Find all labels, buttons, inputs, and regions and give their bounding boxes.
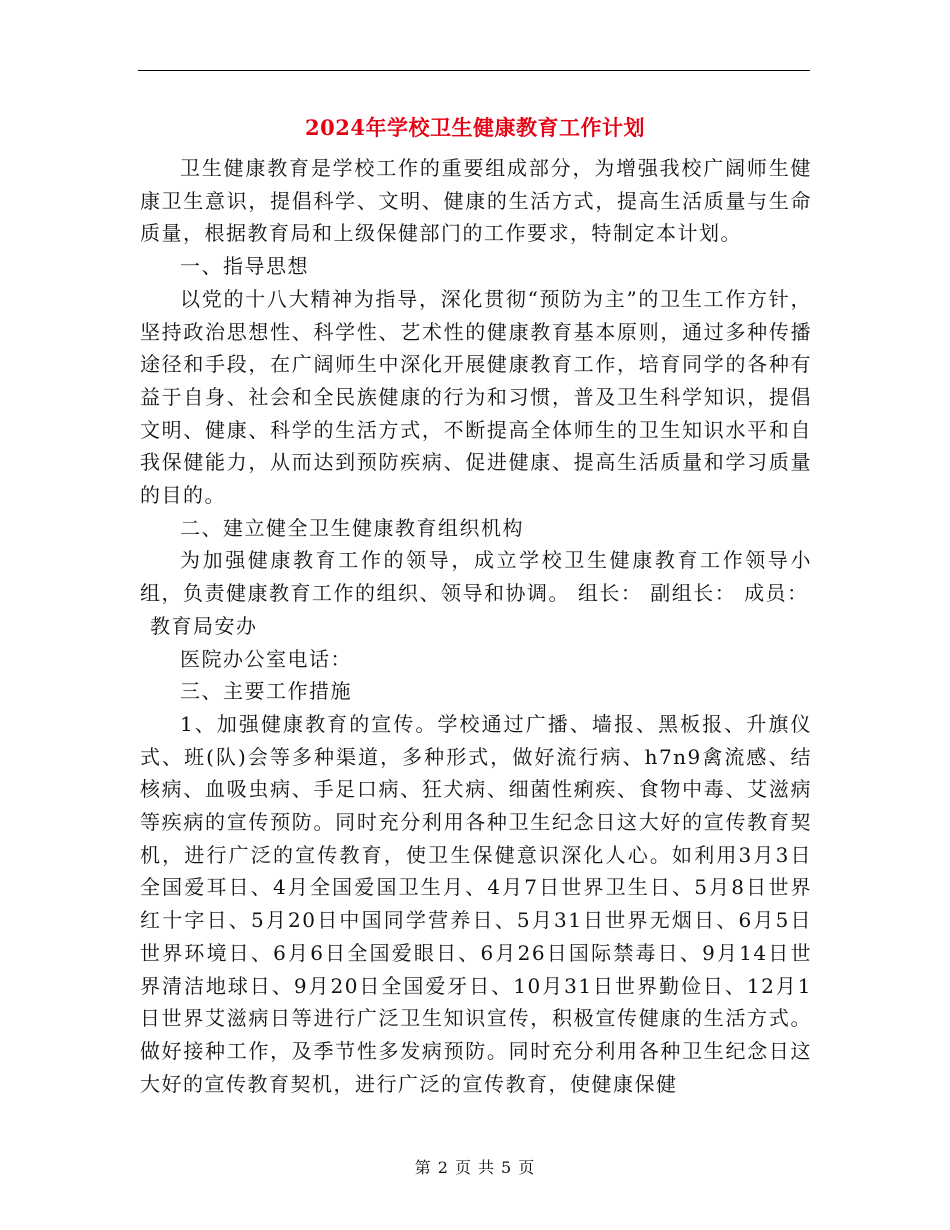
footer-middle: 页 共 [454, 1158, 496, 1177]
guiding-ideology-paragraph: 以党的十八大精神为指导，深化贯彻“预防为主”的卫生工作方针，坚持政治思想性、科学性、艺术性的健康教育基本原则，通过多种传播途径和手段，在广阔师生中深化开展健康教育工作，培育同学的各种有益于自身、社会和全民族健康的行为和习惯，普及卫生科学知识，提倡文明、健康、科学的生活方式，不断提高全体师生的卫生知识水平和自我保健能力，从而达到预防疾病、促进健康、提高生活质量和学习质量的目的。 [140, 286, 812, 508]
footer-suffix: 页 [518, 1158, 536, 1177]
organization-paragraph: 为加强健康教育工作的领导，成立学校卫生健康教育工作领导小组，负责健康教育工作的组织、领导和协调。 组长： 副组长： 成员： [140, 548, 812, 606]
footer-total-pages: 5 [501, 1158, 513, 1177]
intro-paragraph: 卫生健康教育是学校工作的重要组成部分，为增强我校广阔师生健康卫生意识，提倡科学、文明、健康的生活方式，提高生活质量与生命质量，根据教育局和上级保健部门的工作要求，特制定本计划。 [140, 156, 812, 246]
measures-paragraph: 1、加强健康教育的宣传。学校通过广播、墙报、黑板报、升旗仪式、班(队)会等多种渠道，多种形式，做好流行病、h7n9禽流感、结核病、血吸虫病、手足口病、狂犬病、细菌性痢疾、食物中毒、艾滋病等疾病的宣传预防。同时充分利用各种卫生纪念日这大好的宣传教育契机，进行广泛的宣传教育，使卫生保健意识深化人心。如利用3月3日全国爱耳日、4月全国爱国卫生月、4月7日世界卫生日、5月8日世界红十字日、5月20日中国同学营养日、5月31日世界无烟日、6月5日世界环境日、6月6日全国爱眼日、6月26日国际禁毒日、9月14日世界清洁地球日、9月20日全国爱牙日、10月31日世界勤俭日、12月1日世界艾滋病日等进行广泛卫生知识宣传，积极宣传健康的生活方式。做好接种工作，及季节性多发病预防。同时充分利用各种卫生纪念日这大好的宣传教育契机，进行广泛的宣传教育，使健康保健 [140, 711, 812, 1096]
hospital-phone-line: 医院办公室电话： [180, 646, 352, 671]
section-heading-organization: 二、建立健全卫生健康教育组织机构 [180, 515, 524, 540]
page-footer [0, 1155, 950, 1178]
document-body [140, 152, 812, 1100]
document-title: 2024年学校卫生健康教育工作计划 [305, 115, 645, 140]
section-heading-measures: 三、主要工作措施 [180, 679, 352, 704]
footer-current-page: 2 [437, 1158, 449, 1177]
footer-prefix: 第 [414, 1158, 432, 1177]
section-heading-guiding-ideology: 一、指导思想 [180, 254, 309, 279]
header-rule [138, 70, 810, 71]
organization-continuation: 教育局安办 [150, 613, 258, 638]
